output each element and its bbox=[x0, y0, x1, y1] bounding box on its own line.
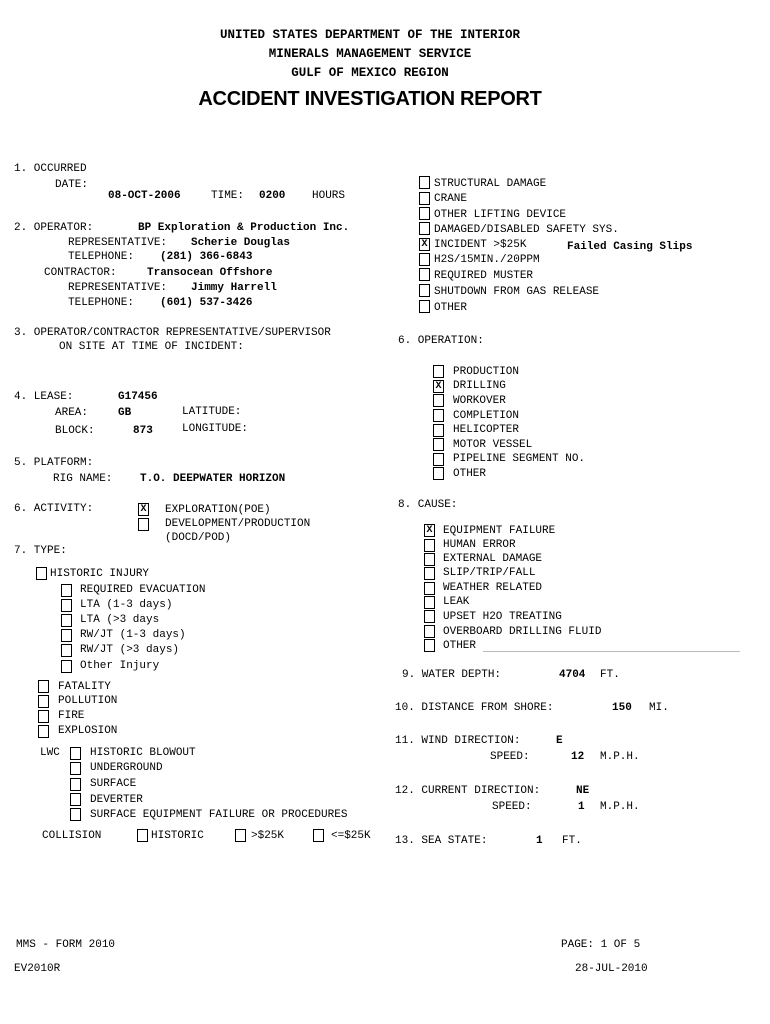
current-speed-value: 1 bbox=[578, 801, 585, 813]
agency-line-2: MINERALS MANAGEMENT SERVICE bbox=[268, 47, 472, 61]
cause-other-label: OTHER bbox=[443, 640, 477, 652]
operation-production-checkbox[interactable] bbox=[433, 365, 444, 378]
lwc-underground-label: UNDERGROUND bbox=[90, 762, 163, 774]
damage-crane-checkbox[interactable] bbox=[419, 192, 430, 205]
wind-speed-unit: M.P.H. bbox=[600, 751, 640, 763]
injury-other-label: Other Injury bbox=[80, 660, 160, 672]
lwc-surface-checkbox[interactable] bbox=[70, 778, 81, 791]
operation-helicopter-checkbox[interactable] bbox=[433, 424, 444, 437]
cause-slip-label: SLIP/TRIP/FALL bbox=[443, 567, 536, 579]
lwc-surface-label: SURFACE bbox=[90, 778, 137, 790]
current-direction-value: NE bbox=[576, 785, 590, 797]
collision-historic-checkbox[interactable] bbox=[137, 829, 148, 842]
operation-completion-checkbox[interactable] bbox=[433, 409, 444, 422]
lease-label: 4. LEASE: bbox=[14, 391, 74, 403]
activity-exploration-label: EXPLORATION(POE) bbox=[165, 504, 271, 516]
injury-checkbox-lta-1-3[interactable] bbox=[61, 599, 72, 612]
type-label: 7. TYPE: bbox=[14, 545, 67, 557]
injury-checkbox-other[interactable] bbox=[61, 660, 72, 673]
damage-h2s-label: H2S/15MIN./20PPM bbox=[434, 254, 540, 266]
collision-label: COLLISION bbox=[42, 830, 102, 842]
operator-name: BP Exploration & Production Inc. bbox=[138, 222, 350, 234]
distance-unit: MI. bbox=[649, 702, 669, 714]
report-code: EV2010R bbox=[14, 963, 61, 975]
print-date: 28-JUL-2010 bbox=[575, 963, 648, 975]
activity-label: 6. ACTIVITY: bbox=[14, 503, 94, 515]
cause-label: 8. CAUSE: bbox=[398, 499, 458, 511]
water-depth-unit: FT. bbox=[600, 669, 620, 681]
contractor-name: Transocean Offshore bbox=[147, 267, 273, 279]
damage-crane-label: CRANE bbox=[434, 193, 468, 205]
lwc-historic-blowout-label: HISTORIC BLOWOUT bbox=[90, 747, 196, 759]
injury-checkbox-rwjt-1-3[interactable] bbox=[61, 629, 72, 642]
fire-checkbox[interactable] bbox=[38, 710, 49, 723]
sea-state-label: 13. SEA STATE: bbox=[395, 835, 488, 847]
sea-state-unit: FT. bbox=[562, 835, 582, 847]
lwc-surface-equipment-label: SURFACE EQUIPMENT FAILURE OR PROCEDURES bbox=[90, 809, 348, 821]
operation-pipeline-checkbox[interactable] bbox=[433, 453, 444, 466]
injury-checkbox-rwjt-3[interactable] bbox=[61, 644, 72, 657]
cause-equipment-checkbox[interactable]: X bbox=[424, 524, 435, 537]
damage-safety-sys-checkbox[interactable] bbox=[419, 222, 430, 235]
injury-evacuation-label: REQUIRED EVACUATION bbox=[80, 584, 206, 596]
operation-pipeline-label: PIPELINE SEGMENT NO. bbox=[453, 453, 586, 465]
lwc-label: LWC bbox=[40, 747, 60, 759]
injury-checkbox-evacuation[interactable] bbox=[61, 584, 72, 597]
damage-muster-checkbox[interactable] bbox=[419, 268, 430, 281]
operator-tel: (281) 366-6843 bbox=[160, 251, 253, 263]
cause-other-checkbox[interactable] bbox=[424, 639, 435, 652]
operation-workover-label: WORKOVER bbox=[453, 395, 506, 407]
damage-muster-label: REQUIRED MUSTER bbox=[434, 270, 534, 282]
damage-lifting-checkbox[interactable] bbox=[419, 207, 430, 220]
water-depth-value: 4704 bbox=[559, 669, 586, 681]
cause-slip-checkbox[interactable] bbox=[424, 567, 435, 580]
cause-other-line bbox=[483, 651, 740, 652]
lwc-deverter-checkbox[interactable] bbox=[70, 793, 81, 806]
lwc-underground-checkbox[interactable] bbox=[70, 762, 81, 775]
rig-name-label: RIG NAME: bbox=[53, 473, 113, 485]
pollution-checkbox[interactable] bbox=[38, 695, 49, 708]
operation-motor-vessel-label: MOTOR VESSEL bbox=[453, 439, 533, 451]
wind-speed-value: 12 bbox=[571, 751, 585, 763]
pollution-label: POLLUTION bbox=[58, 695, 118, 707]
cause-human-error-label: HUMAN ERROR bbox=[443, 539, 516, 551]
latitude-label: LATITUDE: bbox=[182, 406, 242, 418]
activity-docd-label: (DOCD/POD) bbox=[165, 532, 232, 544]
occurred-label: 1. OCCURRED bbox=[14, 163, 87, 175]
time-value: 0200 bbox=[259, 190, 286, 202]
damage-incident-label: INCIDENT >$25K bbox=[434, 239, 527, 251]
fatality-checkbox[interactable] bbox=[38, 680, 49, 693]
activity-exploration-checkbox[interactable]: X bbox=[138, 503, 149, 516]
form-number: MMS - FORM 2010 bbox=[16, 939, 116, 951]
cause-weather-label: WEATHER RELATED bbox=[443, 582, 543, 594]
lwc-deverter-label: DEVERTER bbox=[90, 794, 143, 806]
damage-structural-label: STRUCTURAL DAMAGE bbox=[434, 178, 547, 190]
operator-tel-label: TELEPHONE: bbox=[68, 251, 135, 263]
date-value: 08-OCT-2006 bbox=[108, 190, 181, 202]
agency-line-1: UNITED STATES DEPARTMENT OF THE INTERIOR bbox=[219, 28, 521, 42]
contractor-tel-label: TELEPHONE: bbox=[68, 297, 135, 309]
injury-lta-3-label: LTA (>3 days bbox=[80, 614, 160, 626]
contractor-tel: (601) 537-3426 bbox=[160, 297, 253, 309]
cause-human-error-checkbox[interactable] bbox=[424, 539, 435, 552]
current-direction-label: 12. CURRENT DIRECTION: bbox=[395, 785, 541, 797]
explosion-label: EXPLOSION bbox=[58, 725, 118, 737]
operation-production-label: PRODUCTION bbox=[453, 366, 520, 378]
damage-structural-checkbox[interactable] bbox=[419, 176, 430, 189]
damage-incident-note: Failed Casing Slips bbox=[567, 241, 693, 253]
collision-historic-label: HISTORIC bbox=[151, 830, 204, 842]
collision-le25k-label: <=$25K bbox=[331, 830, 371, 842]
rig-name-value: T.O. DEEPWATER HORIZON bbox=[140, 473, 286, 485]
injury-rwjt-3-label: RW/JT (>3 days) bbox=[80, 644, 180, 656]
damage-other-checkbox[interactable] bbox=[419, 300, 430, 313]
cause-upset-label: UPSET H2O TREATING bbox=[443, 611, 562, 623]
collision-gt25k-checkbox[interactable] bbox=[235, 829, 246, 842]
historic-injury-checkbox[interactable] bbox=[36, 567, 47, 580]
collision-le25k-checkbox[interactable] bbox=[313, 829, 324, 842]
historic-injury-label: HISTORIC INJURY bbox=[50, 568, 150, 580]
cause-equipment-label: EQUIPMENT FAILURE bbox=[443, 525, 556, 537]
page-number: PAGE: 1 OF 5 bbox=[561, 939, 641, 951]
wind-direction-label: 11. WIND DIRECTION: bbox=[395, 735, 521, 747]
operation-drilling-label: DRILLING bbox=[453, 380, 506, 392]
operation-completion-label: COMPLETION bbox=[453, 410, 520, 422]
operation-drilling-checkbox[interactable]: X bbox=[433, 380, 444, 393]
operator-rep: Scherie Douglas bbox=[191, 237, 291, 249]
injury-lta-1-3-label: LTA (1-3 days) bbox=[80, 599, 173, 611]
supervisor-label-2: ON SITE AT TIME OF INCIDENT: bbox=[59, 341, 244, 353]
platform-label: 5. PLATFORM: bbox=[14, 457, 94, 469]
operation-label: 6. OPERATION: bbox=[398, 335, 484, 347]
contractor-rep: Jimmy Harrell bbox=[191, 282, 277, 294]
activity-development-checkbox[interactable] bbox=[138, 518, 149, 531]
operator-label: 2. OPERATOR: bbox=[14, 222, 94, 234]
longitude-label: LONGITUDE: bbox=[182, 423, 249, 435]
damage-lifting-label: OTHER LIFTING DEVICE bbox=[434, 209, 567, 221]
distance-label: 10. DISTANCE FROM SHORE: bbox=[395, 702, 554, 714]
cause-weather-checkbox[interactable] bbox=[424, 582, 435, 595]
collision-gt25k-label: >$25K bbox=[251, 830, 285, 842]
date-label: DATE: bbox=[55, 179, 89, 191]
block-label: BLOCK: bbox=[55, 425, 95, 437]
operator-rep-label: REPRESENTATIVE: bbox=[68, 237, 168, 249]
damage-shutdown-label: SHUTDOWN FROM GAS RELEASE bbox=[434, 286, 600, 298]
injury-rwjt-1-3-label: RW/JT (1-3 days) bbox=[80, 629, 186, 641]
cause-external-damage-checkbox[interactable] bbox=[424, 553, 435, 566]
contractor-rep-label: REPRESENTATIVE: bbox=[68, 282, 168, 294]
operation-motor-vessel-checkbox[interactable] bbox=[433, 438, 444, 451]
cause-overboard-checkbox[interactable] bbox=[424, 625, 435, 638]
cause-leak-label: LEAK bbox=[443, 596, 470, 608]
cause-external-damage-label: EXTERNAL DAMAGE bbox=[443, 553, 543, 565]
current-speed-unit: M.P.H. bbox=[600, 801, 640, 813]
current-speed-label: SPEED: bbox=[492, 801, 532, 813]
damage-safety-sys-label: DAMAGED/DISABLED SAFETY SYS. bbox=[434, 224, 619, 236]
lwc-historic-blowout-checkbox[interactable] bbox=[70, 747, 81, 760]
activity-development-label: DEVELOPMENT/PRODUCTION bbox=[165, 518, 311, 530]
damage-incident-checkbox[interactable]: X bbox=[419, 238, 430, 251]
explosion-checkbox[interactable] bbox=[38, 725, 49, 738]
lwc-surface-equipment-checkbox[interactable] bbox=[70, 808, 81, 821]
operation-helicopter-label: HELICOPTER bbox=[453, 424, 520, 436]
cause-upset-checkbox[interactable] bbox=[424, 610, 435, 623]
hours-label: HOURS bbox=[312, 190, 346, 202]
sea-state-value: 1 bbox=[536, 835, 543, 847]
area-label: AREA: bbox=[55, 407, 89, 419]
water-depth-label: 9. WATER DEPTH: bbox=[402, 669, 502, 681]
damage-h2s-checkbox[interactable] bbox=[419, 253, 430, 266]
injury-checkbox-lta-3[interactable] bbox=[61, 614, 72, 627]
contractor-label: CONTRACTOR: bbox=[44, 267, 117, 279]
block-value: 873 bbox=[133, 425, 153, 437]
damage-shutdown-checkbox[interactable] bbox=[419, 284, 430, 297]
operation-other-label: OTHER bbox=[453, 468, 487, 480]
time-label: TIME: bbox=[211, 190, 245, 202]
agency-line-3: GULF OF MEXICO REGION bbox=[291, 66, 449, 80]
operation-workover-checkbox[interactable] bbox=[433, 394, 444, 407]
cause-overboard-label: OVERBOARD DRILLING FLUID bbox=[443, 626, 602, 638]
area-value: GB bbox=[118, 407, 132, 419]
damage-other-label: OTHER bbox=[434, 302, 468, 314]
supervisor-label-1: 3. OPERATOR/CONTRACTOR REPRESENTATIVE/SUPERVISOR bbox=[14, 327, 331, 339]
wind-speed-label: SPEED: bbox=[490, 751, 530, 763]
cause-leak-checkbox[interactable] bbox=[424, 596, 435, 609]
report-title: ACCIDENT INVESTIGATION REPORT bbox=[198, 88, 542, 110]
lease-value: G17456 bbox=[118, 391, 158, 403]
fire-label: FIRE bbox=[58, 710, 85, 722]
operation-other-checkbox[interactable] bbox=[433, 467, 444, 480]
distance-value: 150 bbox=[612, 702, 632, 714]
wind-direction-value: E bbox=[556, 735, 563, 747]
fatality-label: FATALITY bbox=[58, 681, 111, 693]
